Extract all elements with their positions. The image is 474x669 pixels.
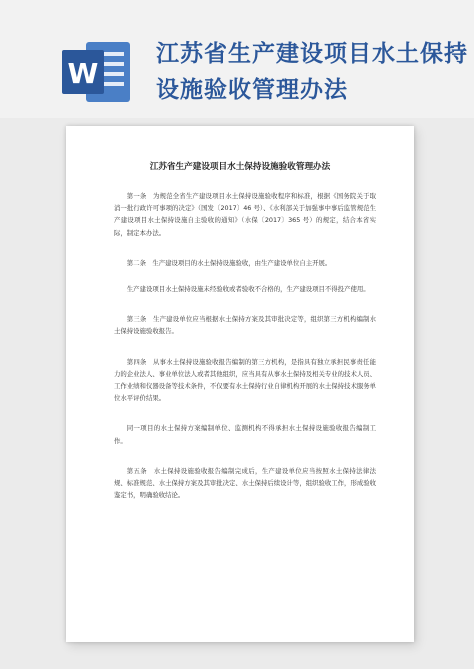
banner-title-line-2: 设施验收管理办法 (156, 77, 348, 103)
article-2-continuation: 生产建设项目水土保持设施未经验收或者验收不合格的，生产建设项目不得投产使用。 (126, 285, 370, 294)
article-5-paragraph: 第五条 水土保持设施验收报告编制完成后，生产建设单位应当按照水土保持法律法规、标准规范、水土保持方案及其审批决定、水土保持后续设计等，组织验收工作，形成验收鉴定书，明确验收结论。 (114, 466, 377, 500)
preview-banner (0, 0, 474, 118)
document-body (114, 190, 376, 519)
word-logo-letter: W (67, 57, 99, 90)
article-3-paragraph: 第三条 生产建设单位应当根据水土保持方案及其审批决定等，组织第三方机构编制水土保持设施验收报告。 (114, 315, 376, 336)
banner-title (156, 36, 468, 108)
article-2-paragraph: 第二条 生产建设项目的水土保持设施验收，由生产建设单位自主开展。 (126, 258, 332, 267)
article-1-paragraph: 第一条 为规范全省生产建设项目水土保持设施验收程序和标准，根据《国务院关于取消一批行政许可事项的决定》（国发〔2017〕46 号）、《水利部关于加强事中事后监管规范生产建设项目水土保持设施自主验收的通知》（水保〔2017〕365 号）的规定，结合本省实际，制定本办法。 (114, 192, 376, 237)
article-4-continuation: 同一项目的水土保持方案编制单位、监测机构不得承担水土保持设施验收报告编制工作。 (114, 424, 376, 445)
word-document-icon (60, 38, 134, 106)
document-title: 江苏省生产建设项目水土保持设施验收管理办法 (149, 162, 331, 172)
banner-title-line-1: 江苏省生产建设项目水土保持 (156, 41, 468, 67)
article-4-paragraph: 第四条 从事水土保持设施验收报告编制的第三方机构，是指具有独立承担民事责任能力的企业法人、事业单位法人或者其他组织，应当具有从事水土保持及相关专业的技术人员、工作业绩和仪器设备等技术条件，不仅要有水土保持行业自律机构开展的水土保持技术服务单位水平评价结果。 (114, 357, 377, 403)
document-page (66, 126, 414, 642)
